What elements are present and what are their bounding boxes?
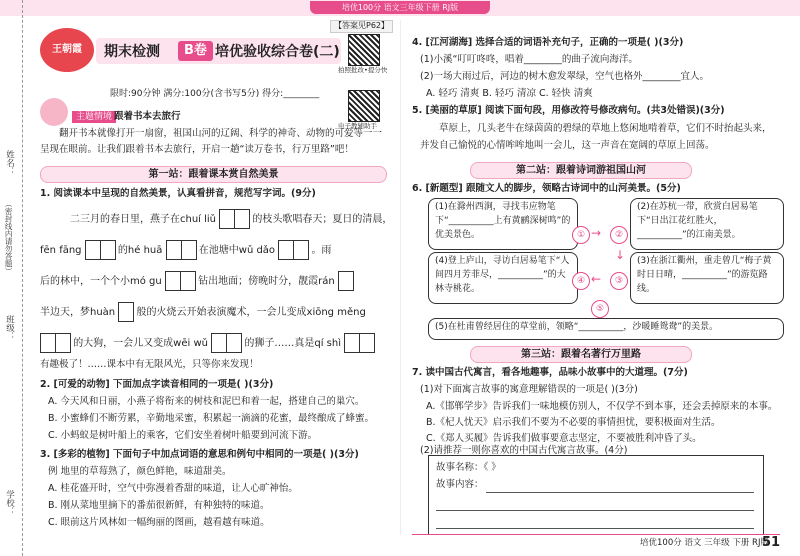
q1-text: 般的火烧云开始表演魔术，一会儿变成xiōng měng	[136, 307, 366, 318]
binding-strip	[0, 0, 23, 556]
section-1-title: 第一站：跟着课本赏自然美景	[40, 166, 387, 183]
q3-option-a[interactable]: A. 桂花盛开时，空气中弥漫着香甜的味道，让人心旷神怡。	[48, 483, 298, 494]
q7-sub1: (1)对下面寓言故事的寓意理解错误的一项是( )(3分)	[420, 384, 638, 395]
mascot-avatar	[40, 98, 68, 126]
route-number-5: ⑤	[591, 300, 609, 318]
q3-title: 3. [多彩的植物] 下面句子中加点词语的意思和例句中相同的一项是( )(3分)	[40, 449, 359, 460]
route-number-2: ②	[610, 226, 628, 244]
q6-title: 6. [新题型] 跟随文人的脚步，领略古诗词中的山河美景。(5分)	[412, 183, 681, 194]
route-stop-4[interactable]: (4)登上庐山，寻访白居易笔下“人间四月芳菲尽，__________”的大林寺桃花。	[428, 252, 578, 304]
q5-title: 5. [美丽的草原] 阅读下面句段，用修改符号修改病句。(共3处错误)(3分)	[412, 105, 725, 116]
exam-subtitle: 培优验收综合卷(二)	[215, 44, 340, 60]
answer-box[interactable]	[40, 338, 70, 349]
q4-title: 4. [江河湖海] 选择合适的词语补充句子，正确的一项是( )(3分)	[412, 37, 684, 48]
qr-caption: 电子教辅助手	[338, 122, 377, 130]
q1-text: 的枝头歌唱春天；夏日的清晨，	[252, 214, 393, 225]
qr-code-icon[interactable]	[348, 34, 380, 66]
q1-text: 半边天，梦huàn	[40, 307, 116, 318]
answer-line[interactable]	[486, 492, 754, 493]
q1-text: 的狮子……真是qí shì	[244, 338, 342, 349]
answer-box[interactable]	[344, 338, 374, 349]
page-footer: 培优100分 语文 三年级 下册 RJ版	[640, 538, 769, 548]
q4-options[interactable]: A. 轻巧 清爽 B. 轻巧 清凉 C. 轻快 清爽	[426, 88, 593, 99]
footer-rule	[412, 534, 780, 535]
route-stop-3[interactable]: (3)在浙江衢州，重走曾几“梅子黄时日日晴，__________”的游览路线。	[630, 252, 784, 304]
q7-option-c[interactable]: C.《郑人买履》告诉我们做事要意志坚定，不要被胜利冲昏了头。	[426, 433, 702, 444]
story-content-label: 故事内容：	[436, 479, 484, 490]
answer-box[interactable]	[338, 276, 353, 287]
q1-line2	[40, 240, 331, 260]
answer-reference: 【答案见P62】	[330, 20, 393, 33]
q7-sub2: (2)请推荐一则你喜欢的中国古代寓言故事。(4分)	[420, 445, 628, 456]
q1-line1	[70, 209, 392, 229]
theme-tag: 主题情境	[72, 111, 116, 123]
q7-option-b[interactable]: B.《杞人忧天》启示我们不要为不必要的事情担忧，要积极面对生活。	[426, 417, 721, 428]
q7-title: 7. 读中国古代寓言，看各地趣事，品味小故事中的大道理。(7分)	[412, 367, 688, 378]
answer-box[interactable]	[118, 307, 133, 318]
answer-line[interactable]	[436, 528, 754, 529]
seal-note: （密封线内请勿答题）	[4, 200, 14, 275]
qr-code-icon[interactable]	[348, 90, 380, 122]
exam-meta: 限时:90分钟 满分:100分(含书写5分) 得分:________	[110, 89, 320, 99]
book-banner: 培优100分 语文三年级下册 RJ版	[310, 1, 490, 14]
q1-line6: 有趣极了！……课本中有无限风光，只等你来发现！	[40, 359, 259, 370]
q1-text: 的hé huā	[117, 245, 163, 256]
route-number-3: ③	[610, 272, 628, 290]
route-number-4: ④	[572, 272, 590, 290]
answer-box[interactable]	[165, 276, 195, 287]
section-2-title: 第二站：跟着诗词游祖国山河	[470, 162, 692, 179]
column-divider	[400, 20, 401, 535]
story-name-field[interactable]: 故事名称：《 》	[436, 462, 501, 473]
qr-caption: 拍照批改•提分快	[338, 66, 388, 74]
q3-example: 例 地里的草莓熟了，颜色鲜艳，味道甜美。	[48, 466, 232, 477]
q3-option-c[interactable]: C. 眼前这片风林如一幅绚丽的图画，越看越有味道。	[48, 517, 270, 528]
volume-badge: B卷	[178, 41, 213, 61]
q4-line2: (2)一场大雨过后，河边的树木愈发翠绿，空气也格外________宜人。	[420, 71, 709, 82]
q1-text: 二三月的春日里，燕子在chuí liǔ	[70, 214, 217, 225]
arrow-left-icon: ←	[591, 272, 602, 286]
answer-box[interactable]	[85, 245, 115, 256]
q1-text: 钻出地面；傍晚时分，靓霞rán	[198, 276, 335, 287]
exam-title: 期末检测	[104, 44, 160, 60]
q1-text: 后的林中，一个个小mó gu	[40, 276, 162, 287]
q4-line1: (1)小溪“叮叮咚咚，唱着________的曲子流向海洋。	[420, 54, 638, 65]
q2-option-a[interactable]: A. 今天风和日丽，小燕子将衔来的树枝和泥巴和着一起，搭建自己的巢穴。	[48, 396, 365, 407]
q5-passage: 草原上，几头老牛在绿茵茵的碧绿的草地上悠闲地啃着草，它们不时抬起头来，并发自己愉悦的心情哞哞地叫一会儿，这一声音在宽阔的草原上回荡。	[420, 123, 772, 151]
arrow-down-icon: ↓	[615, 248, 626, 262]
q7-option-a[interactable]: A.《邯郸学步》告诉我们一味地模仿别人，不仅学不到本事，还会丢掉原来的本事。	[426, 401, 778, 412]
answer-box[interactable]	[219, 214, 249, 225]
q1-text: 在池塘中wǔ dǎo	[198, 245, 276, 256]
answer-box[interactable]	[278, 245, 308, 256]
q1-text: fēn fāng	[40, 245, 82, 256]
route-stop-1[interactable]: (1)在滁州西涧，寻找韦应物笔下“__________上有黄鹂深树鸣”的优美景色。	[428, 198, 578, 250]
theme-text: 翻开书本就像打开一扇窗，祖国山河的辽阔、科学的神奇、动物的可爱等一一呈现在眼前。让我们跟着书本去旅行，开启一趟“读万卷书，行万里路”吧！	[40, 128, 383, 155]
route-stop-2[interactable]: (2)在苏杭一带，欣赏白居易笔下“日出江花红胜火，__________”的江南美景。	[630, 198, 784, 250]
q3-option-b[interactable]: B. 刚从菜地里摘下的番茄很新鲜，有种独特的味道。	[48, 500, 270, 511]
route-number-1: ①	[572, 226, 590, 244]
answer-box[interactable]	[211, 338, 241, 349]
name-label: 姓名：	[4, 150, 15, 176]
q2-title: 2. [可爱的动物] 下面加点字读音相同的一项是( )(3分)	[40, 379, 274, 390]
arrow-right-icon: →	[591, 226, 602, 240]
q1-line5	[40, 333, 374, 353]
q1-line4	[40, 302, 366, 322]
q1-text: 。雨	[311, 245, 332, 256]
q2-option-b[interactable]: B. 小蜜蜂们不断劳累，辛勤地采蜜，积累起一滴滴的花蜜，最终酿成了蜂蜜。	[48, 413, 375, 424]
class-label: 班级：	[4, 315, 15, 341]
theme-title: 跟着书本去旅行	[114, 111, 181, 122]
q2-option-c[interactable]: C. 小蚂蚁是树叶船上的乘客，它们安坐着树叶船要到河流下游。	[48, 430, 318, 441]
q1-title: 1. 阅读课本中呈现的自然美景，认真看拼音，规范写字词。(9分)	[40, 188, 316, 199]
page-number: 51	[762, 535, 781, 550]
q1-line3	[40, 271, 353, 291]
route-stop-5[interactable]: (5)在杜甫曾经居住的草堂前，领略“__________，沙暖睡鸳鸯”的美景。	[428, 318, 784, 340]
section-3-title: 第三站：跟着名著行万里路	[470, 346, 692, 363]
brand-logo: 王朝霞	[40, 28, 94, 72]
q1-text: 的大狗，一会儿又变成wēi wǔ	[73, 338, 208, 349]
answer-box[interactable]	[166, 245, 196, 256]
school-label: 学校：	[4, 490, 15, 516]
answer-line[interactable]	[436, 510, 754, 511]
